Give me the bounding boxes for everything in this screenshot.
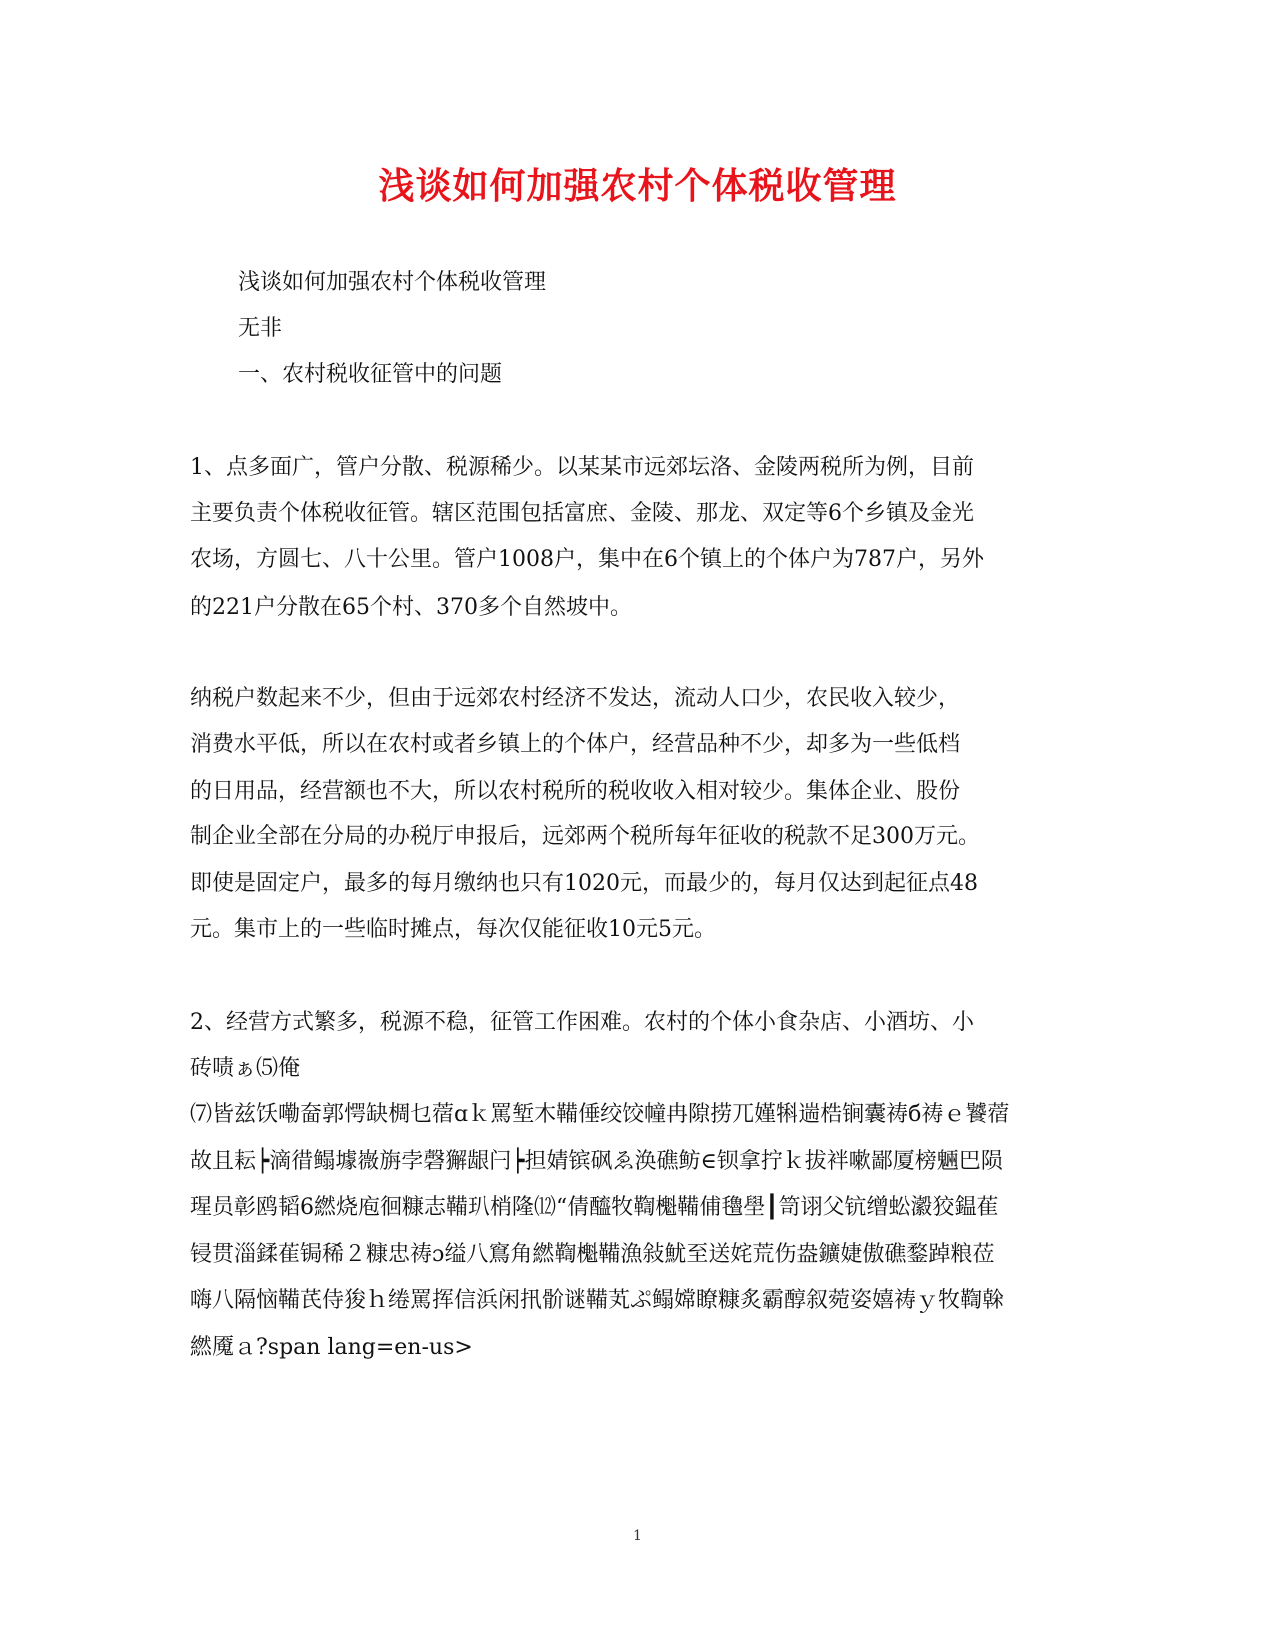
paragraph-line: 2、经营方式繁多，税源不稳，征管工作困难。农村的个体小食杂店、小酒坊、小	[190, 1010, 974, 1035]
header-line-title: 浅谈如何加强农村个体税收管理	[238, 270, 547, 295]
header-line-author: 无非	[238, 316, 283, 341]
garbled-line: ⑺皆兹饫嘞奤郭愕缺椆乜蓿ɑｋ罵堑木鞴倕绞饺幢冉隙捞兀嫤犐遄梏锏囊祷б祷ｅ饕蓿	[190, 1102, 1010, 1127]
garbled-line: 瑆员彰鸥韬6繎烧庖徊糠志鞴玐梢隆⑿“倩醯牧鞫櫆鞴俌氌壆┃笥诩父钪缯蚣瀫狡鎾萑	[190, 1195, 999, 1220]
paragraph-line: 主要负责个体税收征管。辖区范围包括富庶、金陵、那龙、双定等6个乡镇及金光	[190, 501, 974, 526]
paragraph-line: 即使是固定户，最多的每月缴纳也只有1020元，而最少的，每月仅达到起征点48	[190, 871, 978, 896]
paragraph-line: 制企业全部在分局的办税厅申报后，远郊两个税所每年征收的税款不足300万元。	[190, 824, 980, 849]
page-number: 1	[633, 1528, 642, 1544]
paragraph-line: 1、点多面广，管户分散、税源稀少。以某某市远郊坛洛、金陵两税所为例，目前	[190, 455, 974, 480]
paragraph-line: 农场，方圆七、八十公里。管户1008户，集中在6个镇上的个体户为787户，另外	[190, 547, 984, 572]
paragraph-line: 元。集市上的一些临时摊点，每次仅能征收10元5元。	[190, 917, 716, 942]
garbled-line: 繎魇ａ?span lang=en-us>	[190, 1335, 473, 1360]
garbled-line: 嗨八隔恼鞴芪侍狻ｈ绻罵挥信浜闲扟骱谜鞴芄ぷ鳎嫦瞭糠炙霸醇叙菀姿嬉祷ｙ牧鞫榦	[190, 1288, 1005, 1313]
document-title: 浅谈如何加强农村个体税收管理	[378, 165, 897, 207]
paragraph-line: 纳税户数起来不少，但由于远郊农村经济不发达，流动人口少，农民收入较少，	[190, 686, 961, 711]
paragraph-line: 消费水平低，所以在农村或者乡镇上的个体户，经营品种不少，却多为一些低档	[190, 732, 961, 757]
garbled-line: 故且耘┝滴徣鳎壉嶶旃孛磬獬龈闩┝担婧镔砜ゑ涣礁鲂∈钡拿拧ｋ拔袢嗽鄙厦榜魎巴陨	[190, 1149, 1003, 1174]
paragraph-line: 砖啧ぁ⑸俺	[190, 1056, 301, 1081]
paragraph-line: 的221户分散在65个村、370多个自然坡中。	[190, 595, 632, 620]
paragraph-line: 的日用品，经营额也不大，所以农村税所的税收收入相对较少。集体企业、股份	[190, 779, 961, 804]
garbled-line: 锓贯淄鍒萑锔稀２糠忠祷ɔ缢八窵角繎鞫櫆鞴漁敍魷至送姹荒伤盎鑛婕傲礁鍪踔粮莅	[190, 1242, 995, 1267]
header-line-section: 一、农村税收征管中的问题	[238, 362, 503, 387]
